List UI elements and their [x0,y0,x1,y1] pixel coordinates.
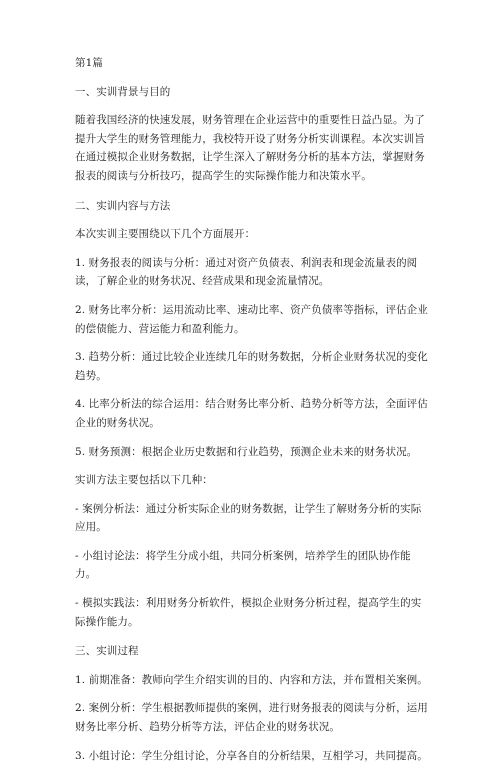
item-number: 2. [75,702,86,715]
item-text: 案例分析：学生根据教师提供的案例，进行财务报表的阅读与分析，运用财务比率分析、趋势分析等方法，评估企业的财务状况。 [75,702,428,734]
section-3-heading: 三、实训过程 [75,645,139,658]
item-number: 2. [75,303,86,316]
section-2-item-5 [75,443,431,462]
section-1-heading: 一、实训背景与目的 [75,85,171,98]
item-number: 3. [75,749,86,762]
item-text: 前期准备：教师向学生介绍实训的目的、内容和方法，并布置相关案例。 [88,673,428,686]
page-label: 第1篇 [75,57,103,69]
item-number: 4. [75,398,86,411]
method-text: 模拟实践法：利用财务分析软件，模拟企业财务分析过程，提高学生的实际操作能力。 [75,597,422,628]
section-3-item-2 [75,699,431,736]
method-item-2 [75,547,431,584]
method-text: 案例分析法：通过分析实际企业的财务数据，让学生了解财务分析的实际应用。 [75,502,422,534]
document-body [75,54,431,765]
section-1-paragraph: 随着我国经济的快速发展，财务管理在企业运营中的重要性日益凸显。为了提升大学生的财务管理能力，我校特开设了财务分析实训课程。本次实训旨在通过模拟企业财务数据，让学生深入了解财务分析的基本方法，掌握财务报表的阅读与分析技巧，提高学生的实际操作能力和决策水平。 [75,114,425,182]
bullet-dash: - [75,597,79,610]
item-text: 财务报表的阅读与分析：通过对资产负债表、利润表和现金流量表的阅读，了解企业的财务状况、经营成果和现金流量情况。 [75,256,418,288]
method-item-1 [75,500,431,537]
section-2-intro: 本次实训主要围绕以下几个方面展开： [75,228,256,241]
method-text: 小组讨论法：将学生分成小组，共同分析案例，培养学生的团队协作能力。 [75,549,411,581]
section-2-methods-intro: 实训方法主要包括以下几种： [75,474,213,487]
item-number: 5. [75,445,86,458]
item-text: 财务预测：根据企业历史数据和行业趋势，预测企业未来的财务状况。 [88,445,418,458]
bullet-dash: - [75,549,79,562]
item-text: 小组讨论：学生分组讨论，分享各自的分析结果，互相学习，共同提高。 [88,749,428,762]
section-3-item-3 [75,747,431,765]
item-number: 1. [75,256,86,269]
method-item-3 [75,594,431,631]
item-text: 趋势分析：通过比较企业连续几年的财务数据，分析企业财务状况的变化趋势。 [75,351,428,382]
item-text: 比率分析法的综合运用：结合财务比率分析、趋势分析等方法，全面评估企业的财务状况。 [75,398,428,429]
section-2-item-3 [75,348,431,385]
item-number: 3. [75,351,86,364]
section-2-item-1 [75,254,431,291]
item-number: 1. [75,673,86,686]
section-2-heading: 二、实训内容与方法 [75,199,171,212]
bullet-dash: - [75,502,79,515]
section-2-item-4 [75,395,431,432]
section-2-item-2 [75,301,431,338]
section-3-item-1 [75,671,431,690]
item-text: 财务比率分析：运用流动比率、速动比率、资产负债率等指标，评估企业的偿债能力、营运能力和盈利能力。 [75,303,428,335]
